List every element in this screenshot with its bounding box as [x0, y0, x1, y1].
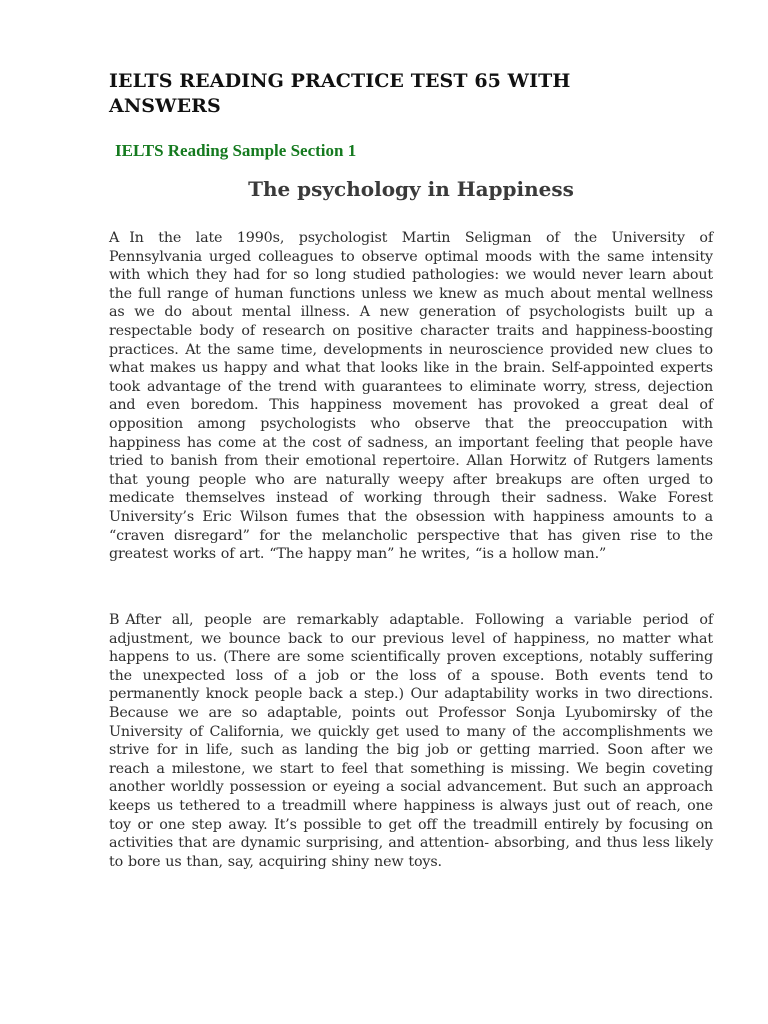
section-label: IELTS Reading Sample Section 1	[115, 141, 357, 160]
paragraph-a	[109, 229, 713, 564]
article-title: The psychology in Happiness	[248, 177, 574, 201]
paragraph-text: After all, people are remarkably adaptable. Following a variable period of adjustment, we bounce back to our previous level of happiness, no matter what happens to us. (There are some scientifically proven exceptions, notably suffering the unexpected loss of a job or the loss of a spouse. Both events tend to permanently knock people back a step.) Our adaptability works in two directions. Because we are so adaptable, points out Professor Sonja Lyubomirsky of the University of California, we quickly get used to many of the accomplishments we strive for in life, such as landing the big job or getting married. Soon after we reach a milestone, we start to feel that something is missing. We begin coveting another worldly possession or eyeing a social advancement. But such an approach keeps us tethered to a treadmill where happiness is always just out of reach, one toy or one step away. It’s possible to get off the treadmill entirely by focusing on activities that are dynamic surprising, and attention- absorbing, and thus less likely to bore us than, say, acquiring shiny new toys.	[109, 612, 713, 870]
paragraph-letter: B	[109, 612, 120, 628]
page-title: IELTS READING PRACTICE TEST 65 WITH ANSWERS	[109, 70, 571, 117]
paragraph-b	[109, 611, 713, 871]
paragraph-letter: A	[109, 230, 120, 246]
paragraph-text: In the late 1990s, psychologist Martin Seligman of the University of Pennsylvania urged colleagues to observe optimal moods with the same intensity with which they had for so long studied pathologies: we would never learn about the full range of human functions unless we knew as much about mental wellness as we do about mental illness. A new generation of psychologists built up a respectable body of research on positive character traits and happiness-boosting practices. At the same time, developments in neuroscience provided new clues to what makes us happy and what that looks like in the brain. Self-appointed experts took advantage of the trend with guarantees to eliminate worry, stress, dejection and even boredom. This happiness movement has provoked a great deal of opposition among psychologists who observe that the preoccupation with happiness has come at the cost of sadness, an important feeling that people have tried to banish from their emotional repertoire. Allan Horwitz of Rutgers laments that young people who are naturally weepy after breakups are often urged to medicate themselves instead of working through their sadness. Wake Forest University’s Eric Wilson fumes that the obsession with happiness amounts to a “craven disregard” for the melancholic perspective that has given rise to the greatest works of art. “The happy man” he writes, “is a hollow man.”	[109, 230, 713, 563]
